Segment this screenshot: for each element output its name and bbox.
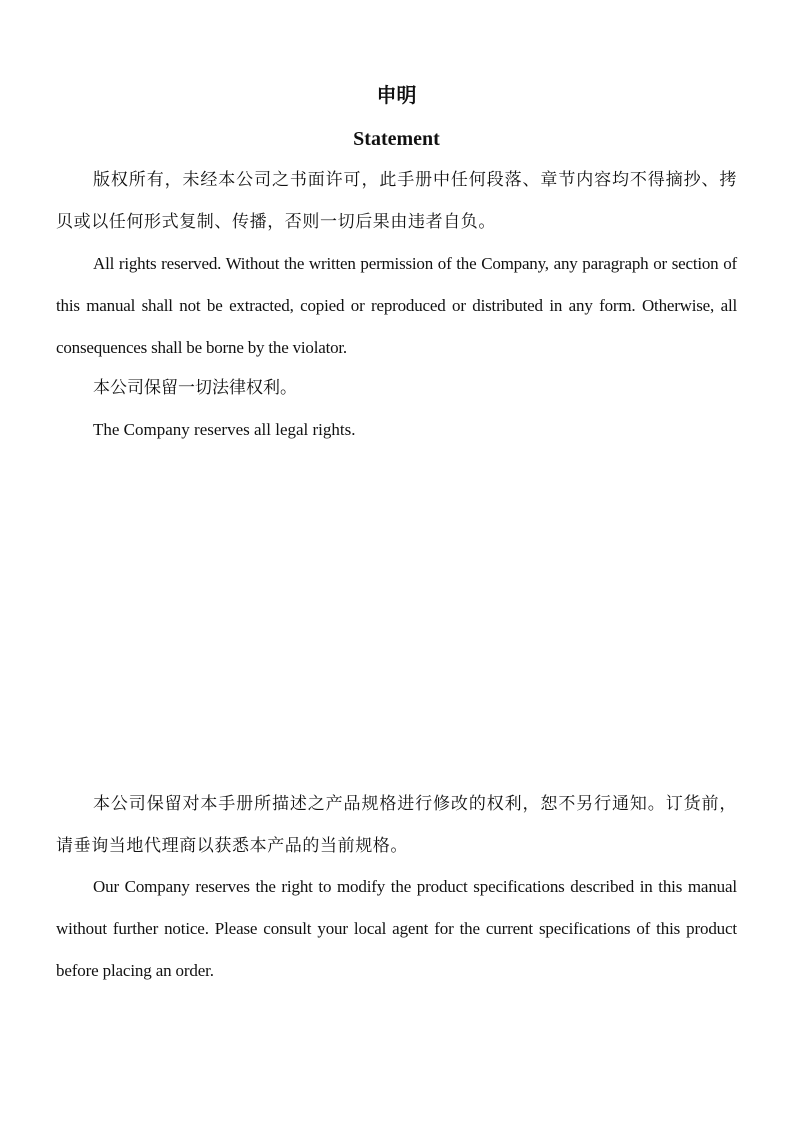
legal-rights-paragraph-en: The Company reserves all legal rights. [93, 420, 356, 439]
legal-rights-paragraph-cn: 本公司保留一切法律权利。 [93, 378, 297, 397]
copyright-paragraph-cn: 版权所有，未经本公司之书面许可，此手册中任何段落、章节内容均不得摘抄、拷贝或以任何形式复制、传播，否则一切后果由违者自负。 [56, 170, 737, 231]
page-title-cn: 申明 [376, 85, 417, 107]
modification-paragraph-cn: 本公司保留对本手册所描述之产品规格进行修改的权利，恕不另行通知。订货前，请垂询当地代理商以获悉本产品的当前规格。 [56, 794, 737, 855]
page-title-en: Statement [353, 128, 440, 150]
modification-paragraph-en: Our Company reserves the right to modify the product specifications described in this manual without further notice. Please consult your local agent for the current specifications of this product before placing an order. [56, 877, 737, 980]
copyright-paragraph-en: All rights reserved. Without the written permission of the Company, any paragraph or section of this manual shall not be extracted, copied or reproduced or distributed in any form. Otherwise, all consequences shall be borne by the violator. [56, 254, 737, 357]
